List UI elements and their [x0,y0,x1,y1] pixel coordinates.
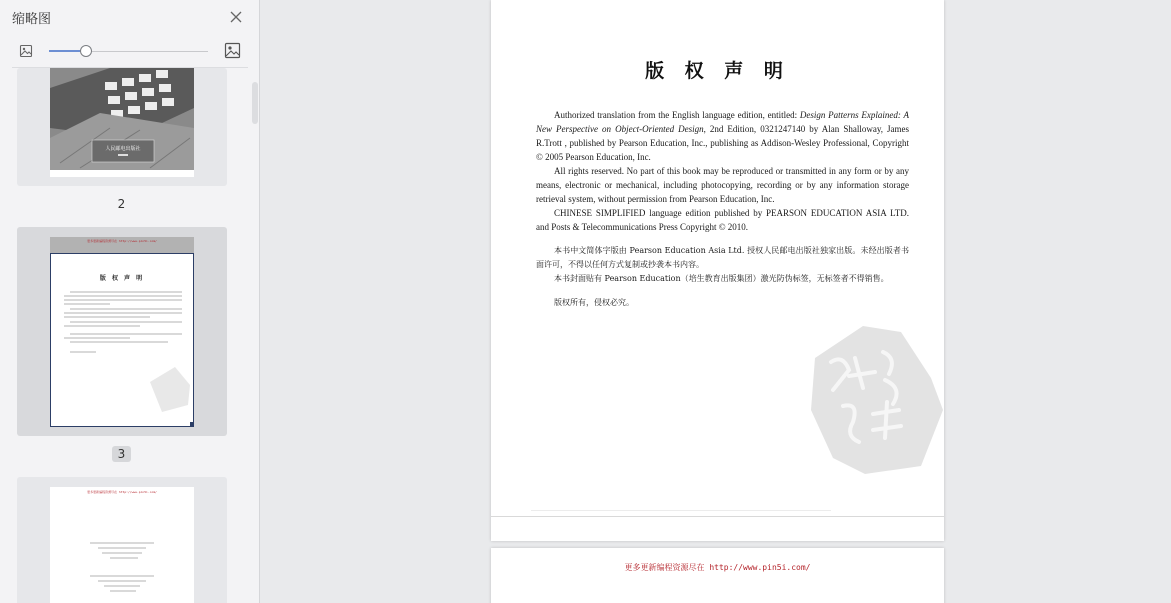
document-page-next [491,548,944,603]
thumbnail-text-lines [50,237,194,427]
zoom-slider-handle[interactable] [80,45,92,57]
paragraph-cn-license: 本书中文简体字版由 Pearson Education Asia Ltd. 授权人民邮电出版社独家出版。未经出版者书面许可，不得以任何方式复制或抄袭本书内容。 [536,246,909,269]
thumbnail-image: 更多更新编程资源尽在 http://www.pin5i.com/ 版 权 声 明 [50,237,194,427]
document-view[interactable] [261,0,1171,603]
scan-edge-line [531,510,831,511]
seal-stamp-icon [793,318,943,478]
image-small-icon[interactable] [19,44,33,58]
thumbnail-sidebar [0,0,260,603]
sidebar-title: 缩略图 [12,12,52,27]
thumbnail-image: 更多更新编程资源尽在 http://www.pin5i.com/ [50,487,194,603]
thumbnail-page-number: 2 [117,197,126,211]
paragraph-rights: All rights reserved. No part of this book may be reproduced or transmitted in any form or by any means, electronic or mechanical, including photocopying, recording or by any information storage retrieval system, without permission from Pearson Education, Inc. [536,166,909,204]
paragraph-cn-label: 本书封面贴有 Pearson Education（培生教育出版集团）激光防伪标签，无标签者不得销售。 [554,274,889,283]
image-large-icon[interactable] [224,42,241,59]
page-header-link[interactable]: 更多更新编程资源尽在 http://www.pin5i.com/ [624,563,811,572]
paragraph-cn-rights: 版权所有，侵权必究。 [554,298,634,307]
thumbnail-page-3[interactable] [17,227,227,436]
cover-photo [50,68,194,177]
thumbnail-page-4[interactable] [17,477,227,603]
svg-text:人民邮电出版社: 人民邮电出版社 [105,146,141,152]
thumbnail-zoom-control [0,40,260,64]
thumbnail-page-2[interactable] [17,68,227,186]
close-icon[interactable] [229,10,243,24]
document-page [491,0,944,541]
scan-edge-line [491,516,944,517]
paragraph-edition: CHINESE SIMPLIFIED language edition published by PEARSON EDUCATION ASIA LTD. and Posts & Telecommunications Press Copyright © 2010. [536,208,909,232]
thumbnail-header-bar: 更多更新编程资源尽在 http://www.pin5i.com/ [50,237,194,253]
thumbnail-image [50,68,194,177]
thumbnail-list [0,68,250,603]
thumbnail-page-number: 3 [0,446,243,462]
sidebar-scrollbar[interactable] [252,82,258,124]
page-heading: 版 权 声 明 [645,60,790,82]
thumbnail-text-lines [50,487,194,603]
paragraph-authorized: Authorized translation from the English language edition, entitled: Design Patterns Explained: A New Perspective on Object-Oriented Design, 2nd Edition, 0321247140 by Alan Shalloway, James R.Trott , published by Pearson Education, Inc., publishing as Addison-Wesley Professional, Copyright © 2005 Pearson Education, Inc. [536,110,910,162]
copyright-text [536,108,909,310]
